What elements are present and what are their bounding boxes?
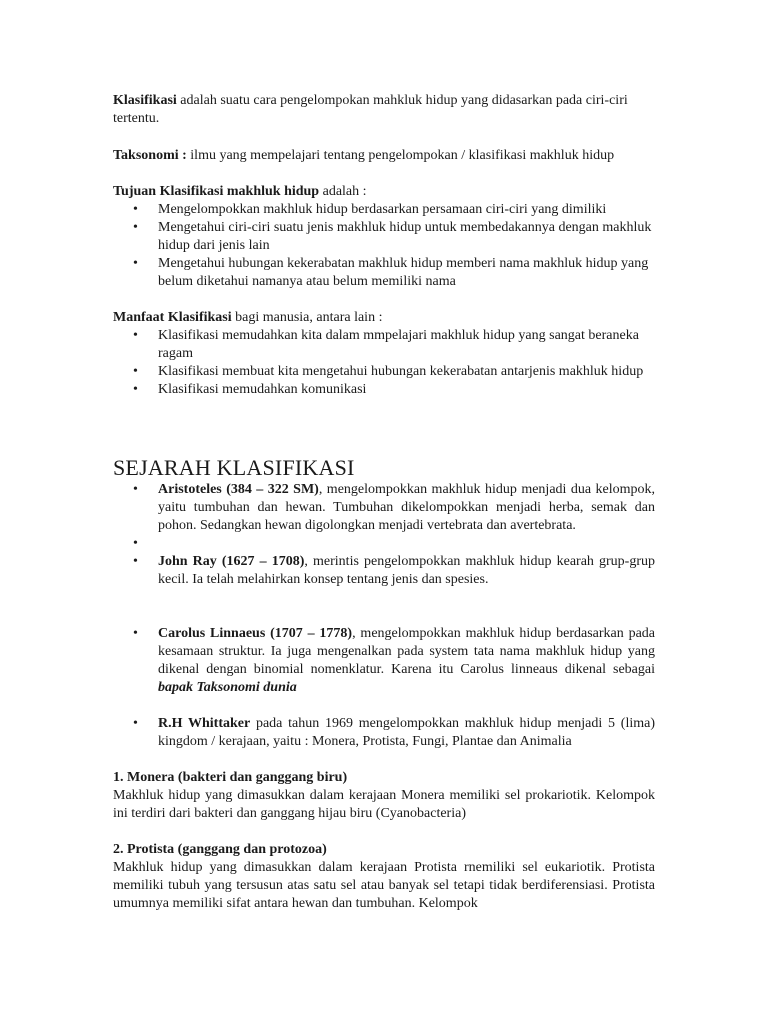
sejarah-list-2 — [113, 625, 655, 697]
taksonomi-text: ilmu yang mempelajari tentang pengelompokan / klasifikasi makhluk hidup — [186, 148, 615, 163]
scientist-name: Carolus Linnaeus (1707 – 1778) — [158, 626, 353, 641]
manfaat-section — [113, 309, 655, 399]
tujuan-section — [113, 183, 655, 291]
monera-title — [113, 769, 655, 787]
scientist-text: , mengelompokkan makhluk hidup berdasarkan pada kesamaan struktur. Ia juga mengenalkan pada system tata nama makhluk hidup yang dikenal dengan binomial nomenklatur. Karena itu Carolus linneaus dikenal sebagai — [158, 626, 655, 677]
list-item: • Mengelompokkan makhluk hidup berdasarkan persamaan ciri-ciri yang dimiliki — [113, 201, 655, 219]
sejarah-item-john-ray — [113, 553, 655, 589]
klasifikasi-text: adalah suatu cara pengelompokan mahkluk hidup yang didasarkan pada ciri-ciri tertentu. — [113, 93, 628, 126]
monera-section — [113, 769, 655, 823]
list-item: • Mengetahui ciri-ciri suatu jenis makhluk hidup untuk membedakannya dengan makhluk hidup dari jenis lain — [113, 219, 655, 255]
tujuan-list — [113, 201, 655, 291]
sejarah-item-whittaker — [113, 715, 655, 751]
tujuan-suffix: adalah : — [319, 184, 367, 199]
scientist-text: pada tahun 1969 mengelompokkan makhluk hidup menjadi 5 (lima) kingdom / kerajaan, yaitu : Monera, Protista, Fungi, Plantae dan Animalia — [158, 716, 655, 749]
emphasis-text: bapak Taksonomi dunia — [158, 680, 297, 695]
scientist-name: R.H Whittaker — [158, 716, 251, 731]
protista-title — [113, 841, 655, 859]
tujuan-intro — [113, 183, 655, 201]
manfaat-list — [113, 327, 655, 399]
monera-body: Makhluk hidup yang dimasukkan dalam kerajaan Monera memiliki sel prokariotik. Kelompok ini terdiri dari bakteri dan ganggang hijau biru (Cyanobacteria) — [113, 788, 655, 821]
scientist-text: , merintis pengelompokkan makhluk hidup kearah grup-grup kecil. Ia telah melahirkan konsep tentang jenis dan spesies. — [158, 554, 655, 587]
manfaat-term: Manfaat Klasifikasi — [113, 310, 232, 325]
manfaat-intro — [113, 309, 655, 327]
monera-title-text: 1. Monera (bakteri dan ganggang biru) — [113, 770, 348, 785]
sejarah-item-linnaeus — [113, 625, 655, 697]
manfaat-suffix: bagi manusia, antara lain : — [231, 310, 383, 325]
sejarah-list — [113, 481, 655, 589]
klasifikasi-definition — [113, 92, 655, 128]
list-item: • Mengetahui hubungan kekerabatan makhluk hidup memberi nama makhluk hidup yang belum diketahui namanya atau belum memiliki nama — [113, 255, 655, 291]
klasifikasi-term: Klasifikasi — [113, 93, 177, 108]
sejarah-list-3 — [113, 715, 655, 751]
spacer — [113, 535, 655, 553]
tujuan-term: Tujuan Klasifikasi makhluk hidup — [113, 184, 320, 199]
protista-section — [113, 841, 655, 913]
taksonomi-definition — [113, 147, 655, 165]
list-item: • Klasifikasi memudahkan komunikasi — [113, 381, 655, 399]
sejarah-item-aristoteles — [113, 481, 655, 535]
protista-title-text: 2. Protista (ganggang dan protozoa) — [113, 842, 327, 857]
scientist-name: John Ray (1627 – 1708) — [158, 554, 305, 569]
protista-body: Makhluk hidup yang dimasukkan dalam kerajaan Protista rnemiliki sel eukariotik. Protista memiliki tubuh yang tersusun atas satu sel atau banyak sel tetapi tidak berdiferensiasi. Protista umumnya memiliki sifat antara hewan dan tumbuhan. Kelompok — [113, 860, 655, 911]
list-item: • Klasifikasi membuat kita mengetahui hubungan kekerabatan antarjenis makhluk hidup — [113, 363, 655, 381]
list-item: • Klasifikasi memudahkan kita dalam mmpelajari makhluk hidup yang sangat beraneka ragam — [113, 327, 655, 363]
taksonomi-term: Taksonomi : — [113, 148, 187, 163]
scientist-name: Aristoteles (384 – 322 SM) — [158, 482, 319, 497]
sejarah-heading: SEJARAH KLASIFIKASI — [113, 455, 355, 480]
scientist-text: , mengelompokkan makhluk hidup menjadi dua kelompok, yaitu tumbuhan dan hewan. Tumbuhan dikelompokkan menjadi herba, semak dan pohon. Sedangkan hewan digolongkan menjadi vertebrata dan avertebrata. — [158, 482, 656, 533]
